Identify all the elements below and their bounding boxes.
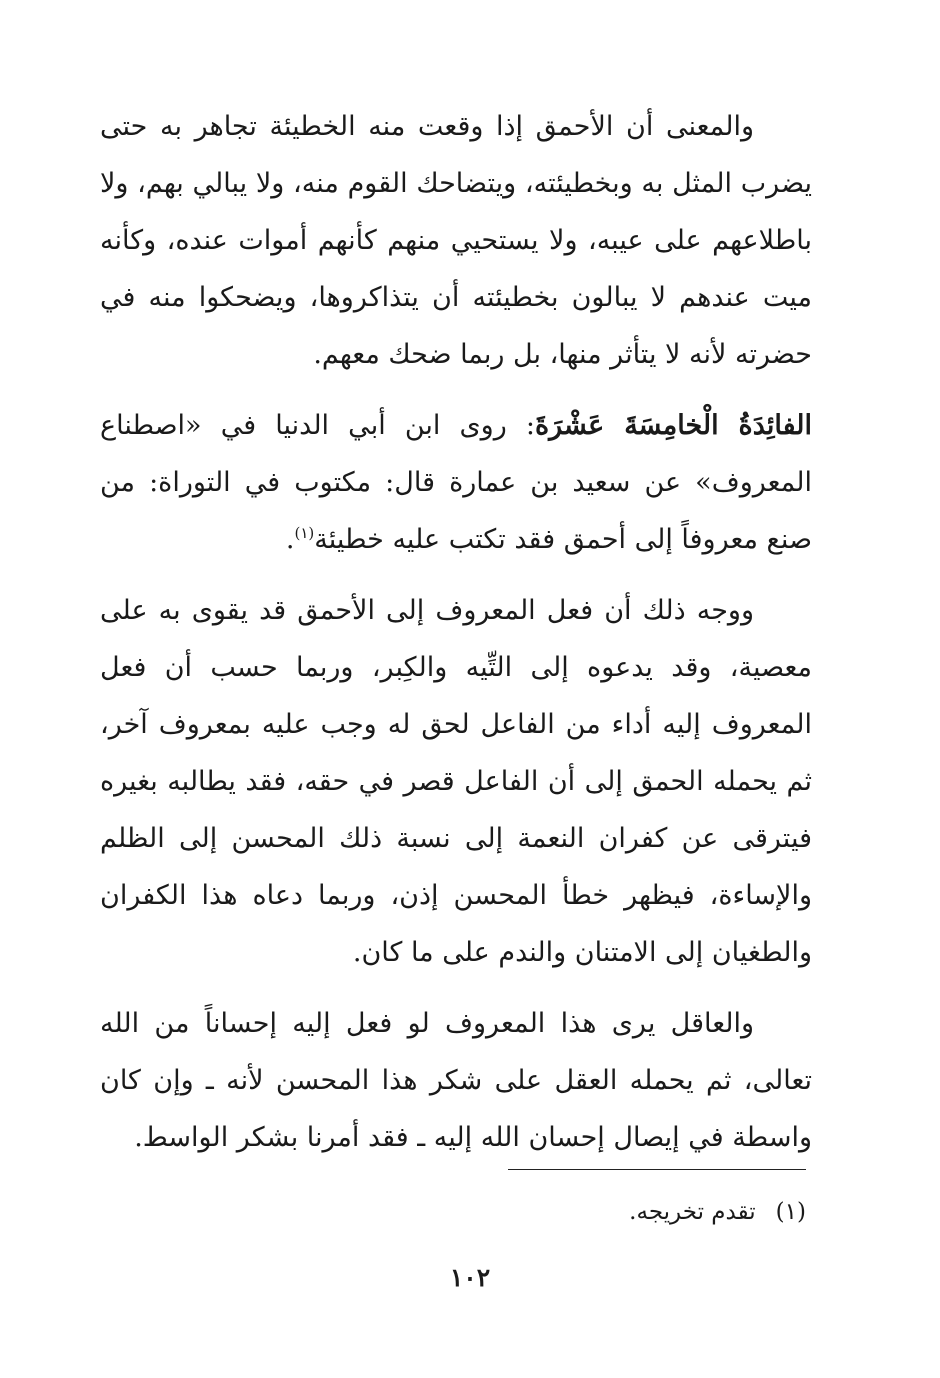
paragraph-3: ووجه ذلك أن فعل المعروف إلى الأحمق قد يقوى به على معصية، وقد يدعوه إلى التِّيه والكِبر، وربما حسب أن فعل المعروف إليه أداء من الفاعل لحق له وجب عليه بمعروف آخر، ثم يحمله الحمق إلى أن الفاعل قصر في حقه، فقد يطالبه بغيره فيترقى عن كفران النعمة إلى نسبة ذلك المحسن إلى الظلم والإساءة، فيظهر خطأ المحسن إذن، وربما دعاه هذا الكفران والطغيان إلى الامتنان والندم على ما كان. — [100, 595, 812, 968]
footnote — [206, 1195, 806, 1229]
section-heading: الفائِدَةُ الْخامِسَةَ عَشْرَةَ — [535, 410, 812, 441]
footnote-number: (١) — [775, 1199, 806, 1225]
footnote-reference[interactable]: (١) — [294, 524, 315, 542]
paragraph-2-tail: . — [285, 524, 295, 555]
footnote-text: تقدم تخريجه. — [629, 1199, 756, 1225]
footnote-divider — [508, 1169, 806, 1170]
page-body — [100, 98, 812, 1180]
page-number: ١٠٢ — [449, 1263, 491, 1292]
paragraph-4: والعاقل يرى هذا المعروف لو فعل إليه إحساناً من الله تعالى، ثم يحمله العقل على شكر هذا المحسن لأنه ـ وإن كان واسطة في إيصال إحسان الله إليه ـ فقد أمرنا بشكر الواسط. — [100, 1008, 812, 1153]
paragraph-2 — [100, 397, 812, 568]
paragraph-1: والمعنى أن الأحمق إذا وقعت منه الخطيئة تجاهر به حتى يضرب المثل به وبخطيئته، ويتضاحك القوم منه، ولا يبالي بهم، ولا باطلاعهم على عيبه، ولا يستحيي منهم كأنهم أموات عنده، وكأنه ميت عندهم لا يبالون بخطيئته أن يتذاكروها، ويضحكوا منه في حضرته لأنه لا يتأثر منها، بل ربما ضحك معهم. — [100, 111, 812, 370]
paragraph-2-text: : روى ابن أبي الدنيا في «اصطناع المعروف» عن سعيد بن عمارة قال: مكتوب في التوراة: من صنع معروفاً إلى أحمق فقد تكتب عليه خطيئة — [100, 410, 812, 555]
